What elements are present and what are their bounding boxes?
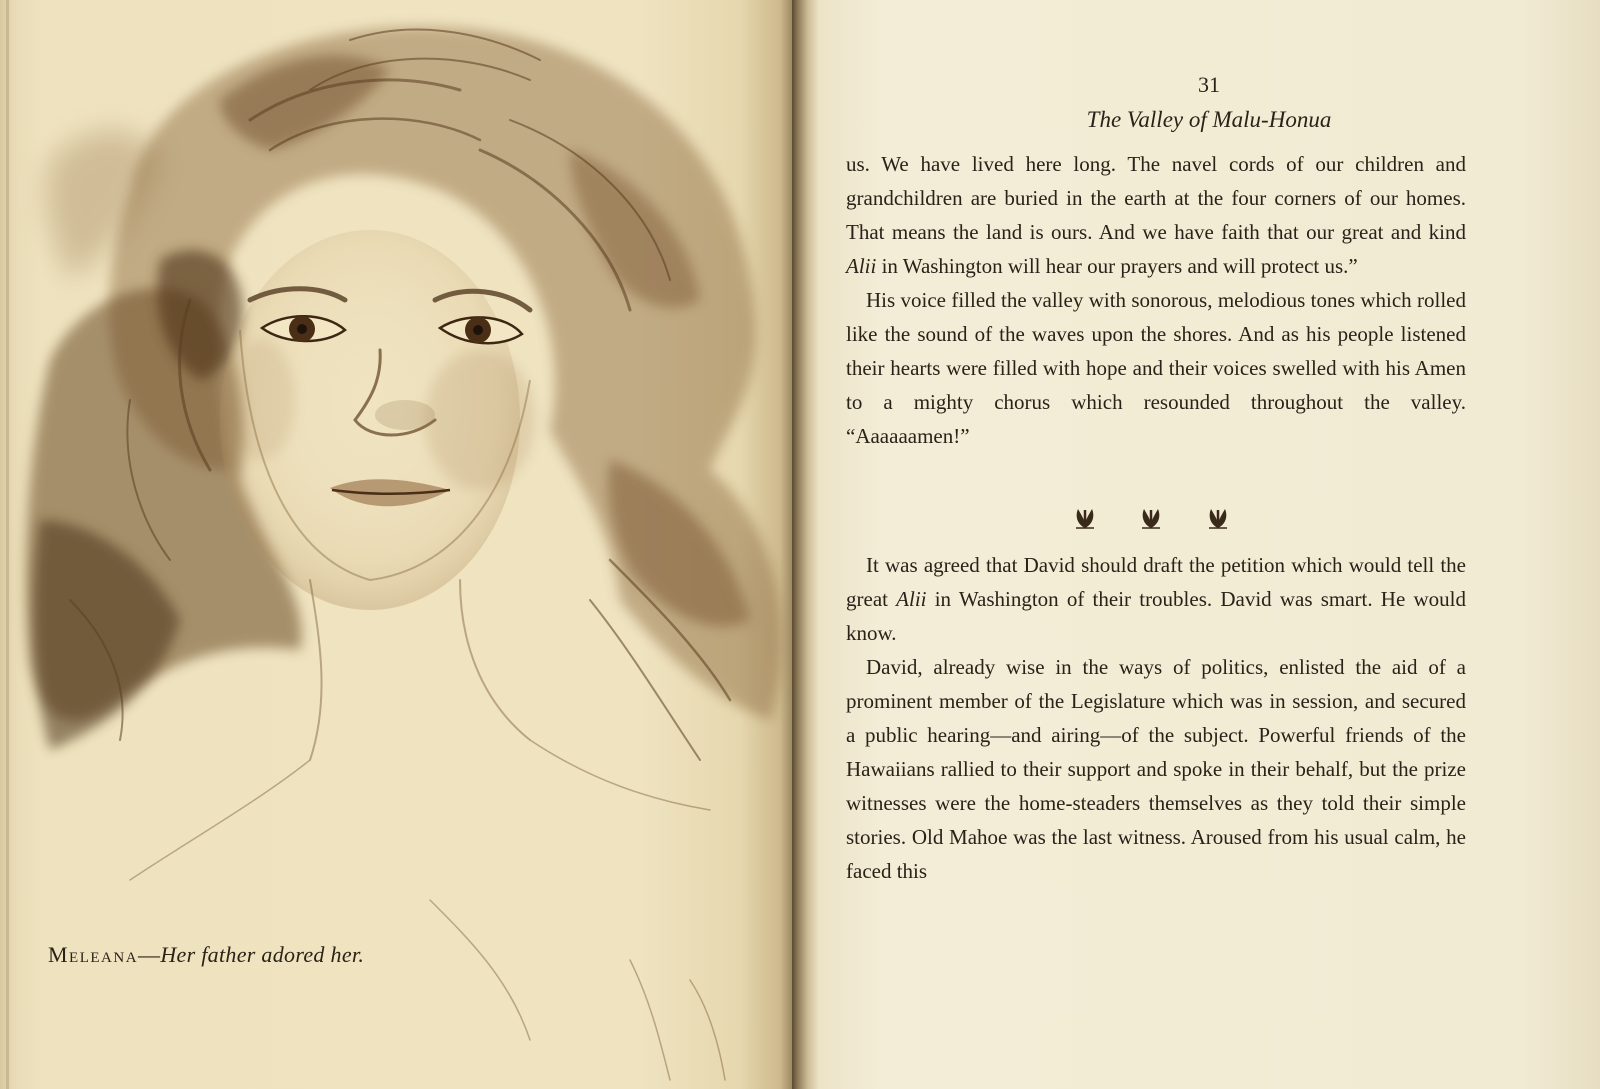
illustration-caption — [48, 942, 364, 968]
right-page — [818, 0, 1600, 1089]
text-block-bottom — [846, 548, 1466, 888]
ornament-row — [818, 502, 1600, 532]
caption-name: Meleana — [48, 942, 139, 967]
tulip-ornament-icon — [1209, 509, 1227, 528]
paragraph-3: It was agreed that David should draft the petition which would tell the great Alii in Washington of their troubles. David was smart. He would know. — [846, 553, 1466, 645]
paragraph-1: us. We have lived here long. The navel cords of our children and grandchildren are buried in the earth at the four corners of our homes. That means the land is ours. And we have faith that our great and kind Alii in Washington will hear our prayers and will protect us.” — [846, 152, 1466, 278]
caption-text: Her father adored her. — [160, 942, 365, 967]
page-edge — [6, 0, 9, 1089]
section-break-ornaments — [818, 502, 1600, 532]
tulip-ornament-icon — [1076, 509, 1094, 528]
book-gutter — [792, 0, 818, 1089]
paragraph-4: David, already wise in the ways of politics, enlisted the aid of a prominent member of the Legislature which was in session, and secured a public hearing—and airing—of the subject. Powerful friends of the Hawaiians rallied to their support and spoke in their behalf, but the prize witnesses were the home-steaders themselves as they told their simple stories. Old Mahoe was the last witness. Aroused from his usual calm, he faced this — [846, 655, 1466, 883]
running-head: The Valley of Malu-Honua — [1086, 107, 1332, 132]
left-page — [0, 0, 796, 1089]
portrait-illustration — [10, 0, 796, 1089]
tulip-ornament-icon — [1142, 509, 1160, 528]
neck-shoulders — [130, 580, 725, 1080]
face — [220, 230, 535, 610]
paragraph-2: His voice filled the valley with sonorous, melodious tones which rolled like the sound of the waves upon the shores. And as his people listened their hearts were filled with hope and their voices swelled with his Amen to a mighty chorus which resounded throughout the valley. “Aaaaaamen!” — [846, 288, 1466, 448]
caption-separator: — — [138, 942, 161, 967]
text-block-top — [846, 147, 1466, 453]
page-number: 31 — [1198, 72, 1220, 97]
